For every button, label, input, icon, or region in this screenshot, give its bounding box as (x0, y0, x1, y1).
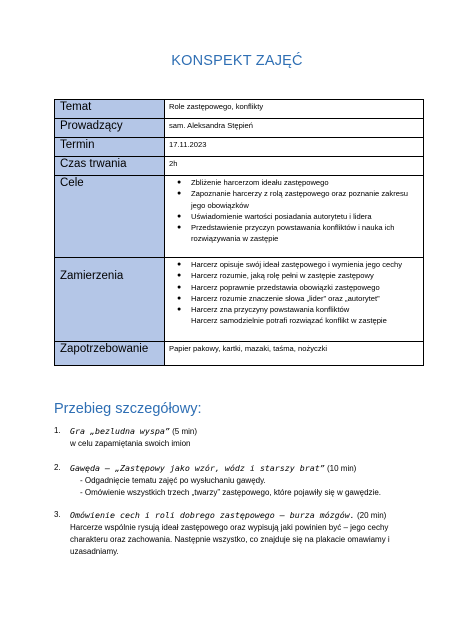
step-line: w celu zapamiętania swoich imion (70, 439, 191, 448)
bullet-icon: ● (177, 179, 182, 186)
row-label: Termin (55, 138, 165, 157)
list-item: Harcerz samodzielnie potrafi rozwiązać konflikt w zastępie (191, 316, 387, 326)
cele-list (169, 177, 419, 245)
step-time: (5 min) (172, 427, 198, 436)
step-time: (20 min) (356, 511, 387, 520)
list-item: ● Zapoznanie harcerzy z rolą zastępowego oraz poznanie zakresu jego obowiązków (177, 189, 408, 210)
row-temat (55, 100, 424, 119)
list-item: ● Harcerz rozumie, jaką rolę pełni w zastępie zastępowy (177, 271, 374, 281)
document-title: KONSPEKT ZAJĘĆ (171, 53, 303, 69)
step-item (54, 425, 426, 450)
lesson-info-table (54, 99, 424, 366)
step-number: 3. (54, 510, 61, 519)
list-item: ● Przedstawienie przyczyn powstawania konfliktów i nauka ich rozwiązywania w zastępie (177, 223, 395, 244)
row-label: Temat (55, 100, 165, 119)
step-title: Gawęda – „Zastępowy jako wzór, wódz i starszy brat” (70, 463, 325, 473)
row-value: Papier pakowy, kartki, mazaki, taśma, nożyczki (165, 342, 424, 366)
row-prowadzacy (55, 119, 424, 138)
bullet-icon: ● (177, 306, 182, 314)
row-label: Zapotrzebowanie (55, 342, 165, 366)
bullet-icon: ● (177, 190, 182, 198)
list-item: ● Uświadomienie wartości posiadania autorytetu i lidera (177, 211, 372, 221)
step-line: - Omówienie wszystkich trzech „twarzy” zastępowego, które pojawiły się w gawędzie. (80, 488, 381, 497)
step-title: Gra „bezludna wyspa” (70, 426, 170, 436)
row-value: 2h (165, 157, 424, 176)
step-line: - Odgadnięcie tematu zajęć po wysłuchaniu gawędy. (80, 476, 266, 485)
row-value: Role zastępowego, konflikty (165, 100, 424, 119)
bullet-icon: ● (177, 261, 182, 268)
step-time: (10 min) (327, 464, 357, 473)
step-title: Omówienie cech i roli dobrego zastępowego – burza mózgów. (70, 510, 355, 520)
row-label: Czas trwania (55, 157, 165, 176)
step-description: Harcerze wspólnie rysują ideał zastępowego oraz wypisują jaki powinien być – jego cechy charakteru oraz zachowania. Następnie wszystko, co znajduje się na plakacie omawiamy i uzasadniamy. (70, 523, 390, 556)
row-czas-trwania (55, 157, 424, 176)
bullet-icon: ● (177, 272, 182, 280)
row-label: Prowadzący (55, 119, 165, 138)
list-item: ● Harcerz poprawnie przedstawia obowiązki zastępowego (177, 282, 380, 292)
list-item: ● Harcerz zna przyczyny powstawania konfliktów (177, 305, 350, 315)
bullet-icon: ● (177, 224, 182, 232)
list-item: ● Zbliżenie harcerzom ideału zastępowego (177, 178, 329, 187)
bullet-icon: ● (177, 212, 182, 220)
row-label: Zamierzenia (55, 258, 165, 342)
row-label: Cele (55, 176, 165, 258)
bullet-icon: ● (177, 283, 182, 291)
row-value: sam. Aleksandra Stępień (165, 119, 424, 138)
zamierzenia-list (169, 259, 419, 327)
row-zapotrzebowanie (55, 342, 424, 366)
list-item: ● Harcerz rozumie znaczenie słowa „lider” oraz „autorytet” (177, 293, 380, 303)
step-item (54, 509, 426, 558)
step-item (54, 462, 426, 499)
bullet-icon: ● (177, 294, 182, 302)
list-item: ● Harcerz opisuje swój ideał zastępowego i wymienia jego cechy (177, 260, 403, 269)
row-zamierzenia (55, 258, 424, 342)
row-value (165, 176, 424, 258)
row-termin (55, 138, 424, 157)
step-number: 2. (54, 463, 61, 472)
row-value (165, 258, 424, 342)
step-number: 1. (54, 426, 61, 435)
row-value: 17.11.2023 (165, 138, 424, 157)
section-heading: Przebieg szczegółowy: (54, 401, 202, 417)
row-cele (55, 176, 424, 258)
